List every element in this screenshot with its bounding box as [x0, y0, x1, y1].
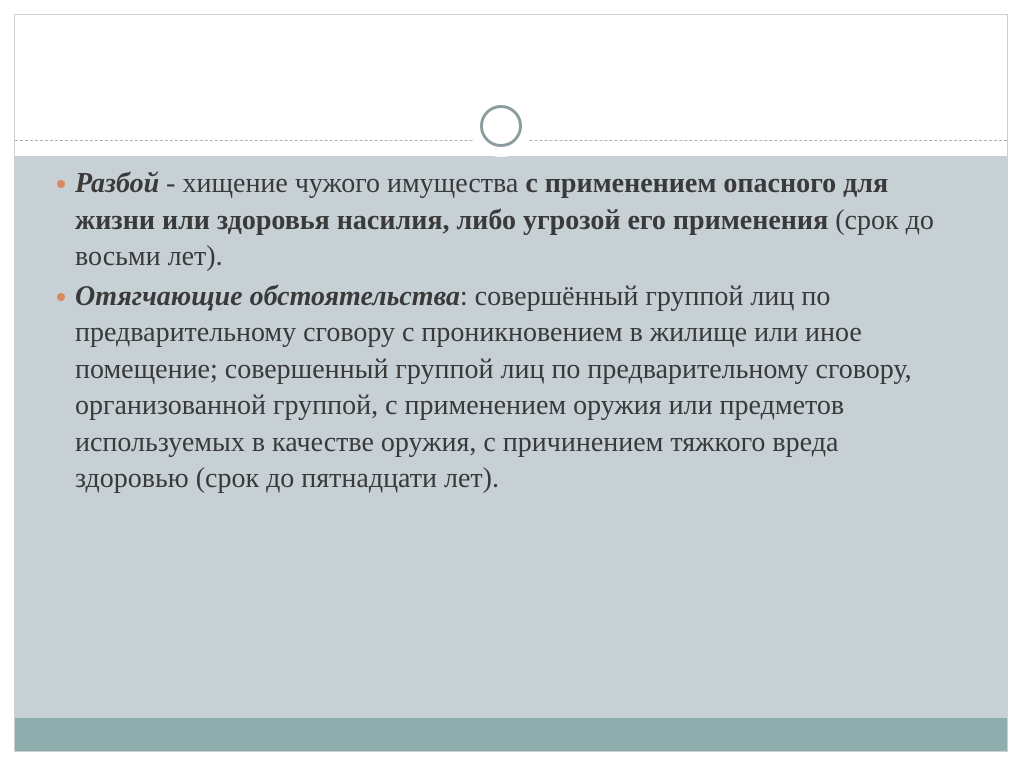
bullet-term: Разбой: [75, 168, 160, 199]
bullet-item-aggravating: [57, 279, 947, 498]
bullet-emphasis: с применением опасного для жизни или здоровья насилия, либо угрозой его применения: [75, 168, 889, 236]
ring-icon: [480, 105, 522, 147]
bullet-text: : совершённый группой лиц по предварительному сговору с проникновением в жилище или иное помещение; совершенный группой лиц по предварительному сговору, организованной группой, с применением оружия или предметов используемых в качестве оружия, с причинением тяжкого вреда здоровью (срок до пятнадцати лет).: [75, 280, 912, 494]
bullet-term: Отягчающие обстоятельства: [75, 280, 460, 312]
bullet-tail: (срок до восьми лет).: [75, 204, 934, 272]
bullet-dot-icon: [57, 293, 65, 301]
bullet-item-robbery: [57, 166, 947, 276]
bullet-list: [57, 166, 947, 501]
bullet-text: - хищение чужого имущества: [159, 168, 526, 199]
ring-badge: [470, 95, 532, 157]
bullet-dot-icon: [57, 180, 65, 188]
footer-bar: [15, 718, 1007, 752]
